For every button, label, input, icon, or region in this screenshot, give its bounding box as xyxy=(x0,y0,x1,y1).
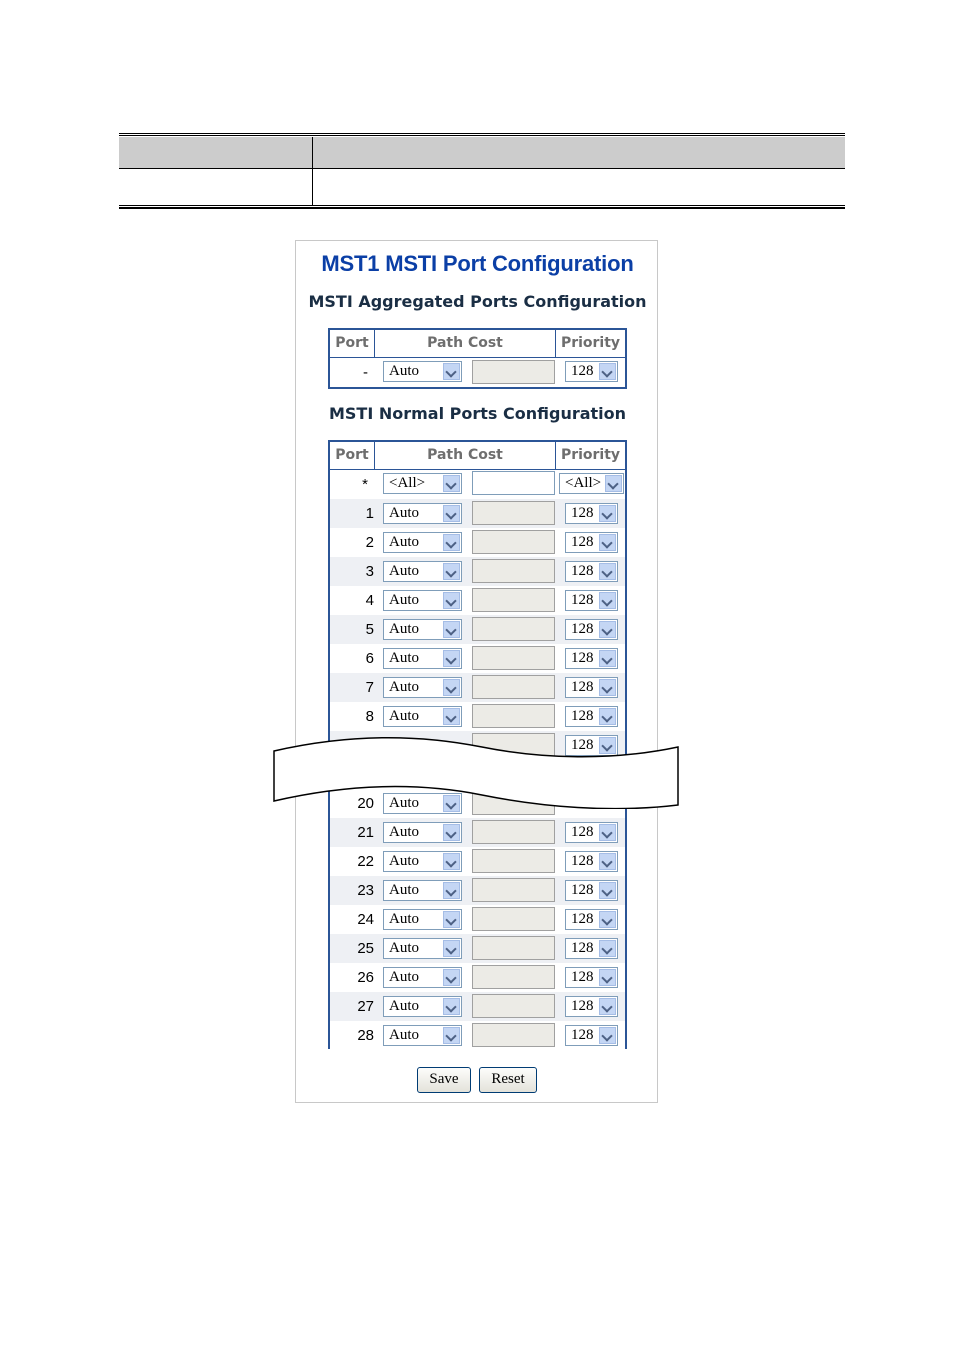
priority-select[interactable] xyxy=(565,648,618,669)
select-value: 128 xyxy=(571,534,594,550)
aggregated-section-title: MSTI Aggregated Ports Configuration xyxy=(308,292,647,311)
chevron-down-icon xyxy=(443,940,460,957)
port-row xyxy=(330,934,625,963)
path-cost-mode-select[interactable] xyxy=(383,503,462,524)
select-value: Auto xyxy=(389,911,419,927)
select-value: 128 xyxy=(571,940,594,956)
chevron-down-icon xyxy=(599,882,616,899)
path-cost-mode-select[interactable] xyxy=(383,967,462,988)
port-row xyxy=(330,528,625,557)
chevron-down-icon xyxy=(443,998,460,1015)
chevron-down-icon xyxy=(443,824,460,841)
select-value: Auto xyxy=(389,621,419,637)
chevron-down-icon xyxy=(443,853,460,870)
table-header-row xyxy=(119,137,845,168)
chevron-down-icon xyxy=(443,969,460,986)
select-value: 128 xyxy=(571,969,594,985)
chevron-down-icon xyxy=(599,563,616,580)
port-rows-bottom xyxy=(330,789,625,1050)
priority-select[interactable] xyxy=(565,503,618,524)
path-cost-mode-select[interactable] xyxy=(383,1025,462,1046)
port-label: 24 xyxy=(357,911,374,928)
priority-select[interactable] xyxy=(565,851,618,872)
table-bottom-rule xyxy=(119,205,845,209)
chevron-down-icon xyxy=(599,621,616,638)
priority-select[interactable] xyxy=(565,361,618,382)
port-label: 5 xyxy=(365,621,374,638)
path-cost-input[interactable] xyxy=(472,559,555,583)
port-label: 27 xyxy=(357,998,374,1015)
select-value: Auto xyxy=(389,679,419,695)
priority-select[interactable] xyxy=(565,909,618,930)
port-label: 28 xyxy=(357,1027,374,1044)
path-cost-mode-select[interactable] xyxy=(383,822,462,843)
priority-select[interactable] xyxy=(565,967,618,988)
path-cost-input[interactable] xyxy=(472,530,555,554)
select-value: <All> xyxy=(389,475,426,491)
select-value: 128 xyxy=(571,621,594,637)
path-cost-mode-select[interactable] xyxy=(383,880,462,901)
select-value: Auto xyxy=(389,940,419,956)
port-label: - xyxy=(363,364,368,381)
select-value: Auto xyxy=(389,563,419,579)
chevron-down-icon xyxy=(443,363,460,380)
select-value: Auto xyxy=(389,882,419,898)
path-cost-mode-select[interactable] xyxy=(383,561,462,582)
chevron-down-icon xyxy=(599,505,616,522)
priority-select[interactable] xyxy=(565,706,618,727)
port-row xyxy=(330,644,625,673)
chevron-down-icon xyxy=(443,650,460,667)
port-label: 23 xyxy=(357,882,374,899)
chevron-down-icon xyxy=(605,475,622,492)
priority-select[interactable] xyxy=(565,590,618,611)
priority-select[interactable] xyxy=(565,822,618,843)
priority-select[interactable] xyxy=(565,561,618,582)
select-value: 128 xyxy=(571,679,594,695)
normal-table-header xyxy=(330,442,625,470)
port-row xyxy=(330,992,625,1021)
all-ports-row xyxy=(330,470,625,499)
chevron-down-icon xyxy=(599,998,616,1015)
port-label: 22 xyxy=(357,853,374,870)
port-label: 25 xyxy=(357,940,374,957)
chevron-down-icon xyxy=(599,679,616,696)
path-cost-mode-select[interactable] xyxy=(383,619,462,640)
path-cost-input[interactable] xyxy=(472,849,555,873)
port-row xyxy=(330,905,625,934)
select-value: Auto xyxy=(389,998,419,1014)
table-row-divider xyxy=(119,168,845,169)
port-row xyxy=(330,963,625,992)
chevron-down-icon xyxy=(443,1027,460,1044)
select-value: Auto xyxy=(389,650,419,666)
port-row xyxy=(330,673,625,702)
port-label: 3 xyxy=(365,563,374,580)
path-cost-mode-select[interactable] xyxy=(383,706,462,727)
path-cost-input[interactable] xyxy=(472,704,555,728)
priority-select[interactable] xyxy=(565,532,618,553)
path-cost-mode-select[interactable] xyxy=(383,938,462,959)
select-value: 128 xyxy=(571,363,594,379)
select-value: 128 xyxy=(571,563,594,579)
path-cost-input[interactable] xyxy=(472,820,555,844)
select-value: Auto xyxy=(389,795,419,811)
chevron-down-icon xyxy=(443,475,460,492)
break-banner-shape xyxy=(274,738,678,809)
select-value: Auto xyxy=(389,1027,419,1043)
path-cost-input[interactable] xyxy=(472,501,555,525)
reset-button[interactable]: Reset xyxy=(479,1067,537,1093)
column-header-path-cost: Path Cost xyxy=(427,335,503,351)
chevron-down-icon xyxy=(599,650,616,667)
all-path-cost-mode-select[interactable] xyxy=(383,473,462,494)
port-row xyxy=(330,615,625,644)
aggregated-ports-table xyxy=(328,328,627,389)
column-header-port: Port xyxy=(335,335,369,351)
column-header-priority: Priority xyxy=(560,447,621,463)
select-value: <All> xyxy=(565,475,602,491)
select-value: Auto xyxy=(389,853,419,869)
port-label: 21 xyxy=(357,824,374,841)
path-cost-input[interactable] xyxy=(472,646,555,670)
path-cost-mode-select[interactable] xyxy=(383,996,462,1017)
chevron-down-icon xyxy=(443,708,460,725)
port-label: 4 xyxy=(365,592,374,609)
port-label: 7 xyxy=(365,679,374,696)
path-cost-input[interactable] xyxy=(472,907,555,931)
aggregated-row xyxy=(330,358,625,387)
priority-select[interactable] xyxy=(565,1025,618,1046)
path-cost-mode-select[interactable] xyxy=(383,648,462,669)
chevron-down-icon xyxy=(443,679,460,696)
chevron-down-icon xyxy=(443,505,460,522)
chevron-down-icon xyxy=(599,1027,616,1044)
priority-select[interactable] xyxy=(565,938,618,959)
normal-section-title: MSTI Normal Ports Configuration xyxy=(328,404,627,423)
select-value: Auto xyxy=(389,708,419,724)
chevron-down-icon xyxy=(443,621,460,638)
port-row xyxy=(330,847,625,876)
select-value: 128 xyxy=(571,911,594,927)
port-label: 6 xyxy=(365,650,374,667)
port-label: 8 xyxy=(365,708,374,725)
chevron-down-icon xyxy=(443,534,460,551)
path-cost-mode-select[interactable] xyxy=(383,361,462,382)
select-value: 128 xyxy=(571,505,594,521)
table-break-banner xyxy=(272,733,680,809)
screenshot-frame xyxy=(295,240,658,1103)
select-value: Auto xyxy=(389,363,419,379)
port-row xyxy=(330,557,625,586)
select-value: 128 xyxy=(571,708,594,724)
path-cost-input[interactable] xyxy=(472,675,555,699)
path-cost-input[interactable] xyxy=(472,1023,555,1047)
aggregated-table-header xyxy=(330,330,625,358)
path-cost-input[interactable] xyxy=(472,588,555,612)
path-cost-mode-select[interactable] xyxy=(383,590,462,611)
chevron-down-icon xyxy=(599,824,616,841)
column-header-path-cost: Path Cost xyxy=(427,447,503,463)
port-row xyxy=(330,586,625,615)
path-cost-mode-select[interactable] xyxy=(383,851,462,872)
save-button[interactable]: Save xyxy=(417,1067,471,1093)
chevron-down-icon xyxy=(599,911,616,928)
chevron-down-icon xyxy=(599,708,616,725)
port-row xyxy=(330,702,625,731)
select-value: 128 xyxy=(571,882,594,898)
chevron-down-icon xyxy=(599,969,616,986)
chevron-down-icon xyxy=(443,911,460,928)
port-label: 26 xyxy=(357,969,374,986)
select-value: 128 xyxy=(571,998,594,1014)
column-header-port: Port xyxy=(335,447,369,463)
select-value: 128 xyxy=(571,592,594,608)
port-row xyxy=(330,1021,625,1050)
table-column-divider xyxy=(312,137,313,205)
select-value: Auto xyxy=(389,534,419,550)
chevron-down-icon xyxy=(599,363,616,380)
port-row xyxy=(330,876,625,905)
page-title: MST1 MSTI Port Configuration xyxy=(321,251,634,276)
port-row xyxy=(330,499,625,528)
port-label: 1 xyxy=(365,505,374,522)
chevron-down-icon xyxy=(599,853,616,870)
select-value: 128 xyxy=(571,737,594,753)
select-value: 128 xyxy=(571,1027,594,1043)
path-cost-mode-select[interactable] xyxy=(383,677,462,698)
table-top-rule xyxy=(119,133,845,136)
path-cost-input[interactable] xyxy=(472,994,555,1018)
select-value: 128 xyxy=(571,650,594,666)
select-value: 128 xyxy=(571,824,594,840)
chevron-down-icon xyxy=(599,592,616,609)
priority-select[interactable] xyxy=(565,880,618,901)
all-path-cost-input[interactable] xyxy=(472,471,555,495)
select-value: Auto xyxy=(389,824,419,840)
all-priority-select[interactable] xyxy=(559,473,624,494)
select-value: 128 xyxy=(571,853,594,869)
path-cost-input[interactable] xyxy=(472,360,555,384)
port-label: * xyxy=(362,476,368,493)
path-cost-mode-select[interactable] xyxy=(383,909,462,930)
priority-select[interactable] xyxy=(565,677,618,698)
port-label: 2 xyxy=(365,534,374,551)
column-header-priority: Priority xyxy=(560,335,621,351)
path-cost-input[interactable] xyxy=(472,878,555,902)
port-rows-top xyxy=(330,499,625,760)
chevron-down-icon xyxy=(599,940,616,957)
priority-select[interactable] xyxy=(565,619,618,640)
select-value: Auto xyxy=(389,592,419,608)
path-cost-input[interactable] xyxy=(472,936,555,960)
select-value: Auto xyxy=(389,505,419,521)
chevron-down-icon xyxy=(443,882,460,899)
path-cost-mode-select[interactable] xyxy=(383,532,462,553)
chevron-down-icon xyxy=(599,534,616,551)
chevron-down-icon xyxy=(443,563,460,580)
port-row xyxy=(330,818,625,847)
port-label: 20 xyxy=(357,795,374,812)
select-value: Auto xyxy=(389,969,419,985)
path-cost-input[interactable] xyxy=(472,965,555,989)
chevron-down-icon xyxy=(443,592,460,609)
document-header-table xyxy=(119,133,845,209)
path-cost-input[interactable] xyxy=(472,617,555,641)
priority-select[interactable] xyxy=(565,996,618,1017)
